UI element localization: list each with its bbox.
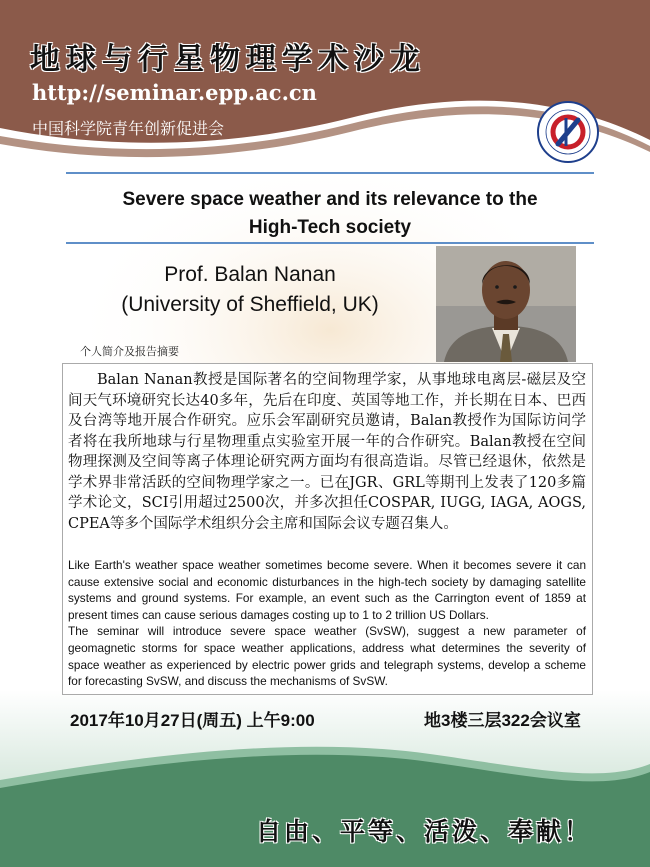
talk-title-line-2: High-Tech society bbox=[248, 217, 412, 238]
event-datetime: 2017年10月27日(周五) 上午9:00 bbox=[70, 711, 315, 730]
speaker-photo bbox=[436, 246, 576, 362]
speaker-affiliation: (University of Sheffield, UK) bbox=[121, 293, 379, 316]
speaker-name: Prof. Balan Nanan bbox=[164, 263, 336, 286]
abstract-en-paragraph-1: Like Earth's weather space weather sometimes become severe. When it becomes severe it can cause extensive social and economic disturbances in the high-tech society by damaging satellite systems and ground systems. For example, an event such as the Carrington event of 1859 at present times can cause serious damages costing up to 1 to 2 trillion US Dollars. bbox=[68, 558, 586, 622]
talk-title-line-1: Severe space weather and its relevance to the bbox=[122, 189, 538, 210]
abstract-en-paragraph-2: The seminar will introduce severe space weather (SvSW), suggest a new parameter of geomagnetic storms for space weather applications, address what determines the severity of space weather as experienced by electric power grids and telegraph systems, develop a scheme for forecasting SvSW, and discuss the mechanisms of SvSW. bbox=[68, 624, 586, 689]
seminar-url[interactable]: http://seminar.epp.ac.cn bbox=[32, 80, 317, 105]
speaker-block bbox=[100, 260, 400, 320]
salon-title: 地球与行星物理学术沙龙 bbox=[30, 42, 426, 77]
title-rule-bottom bbox=[66, 242, 594, 244]
section-label: 个人简介及报告摘要 bbox=[80, 345, 179, 358]
abstract-en bbox=[68, 557, 586, 690]
speaker-bio-cn: Balan Nanan教授是国际著名的空间物理学家，从事地球电离层-磁层及空间天气环境研究长达40多年，先后在印度、英国等地工作，并长期在日本、巴西及台湾等地开展合作研究。应乐会军副研究员邀请，Balan教授作为国际访问学者将在我所地球与行星物理重点实验室开展一年的合作研究。Balan教授在空间物理探测及空间等离子体理论研究两方面均有很高造诣。尽管已经退休，依然是学术界非常活跃的空间物理学家之一。已在JGR、GRL等期刊上发表了120多篇学术论文，SCI引用超过2500次，并多次担任COSPAR, IUGG, IAGA, AOGS, CPEA等多个国际学术组织分会主席和国际会议专题召集人。 bbox=[68, 372, 586, 532]
organizer-name: 中国科学院青年创新促进会 bbox=[32, 119, 225, 138]
event-location: 地3楼三层322会议室 bbox=[424, 711, 581, 730]
title-rule-top bbox=[66, 172, 594, 174]
footer-slogan: 自由、平等、活泼、奉献！ bbox=[256, 817, 593, 846]
talk-title bbox=[66, 186, 594, 242]
organization-logo bbox=[536, 100, 600, 164]
